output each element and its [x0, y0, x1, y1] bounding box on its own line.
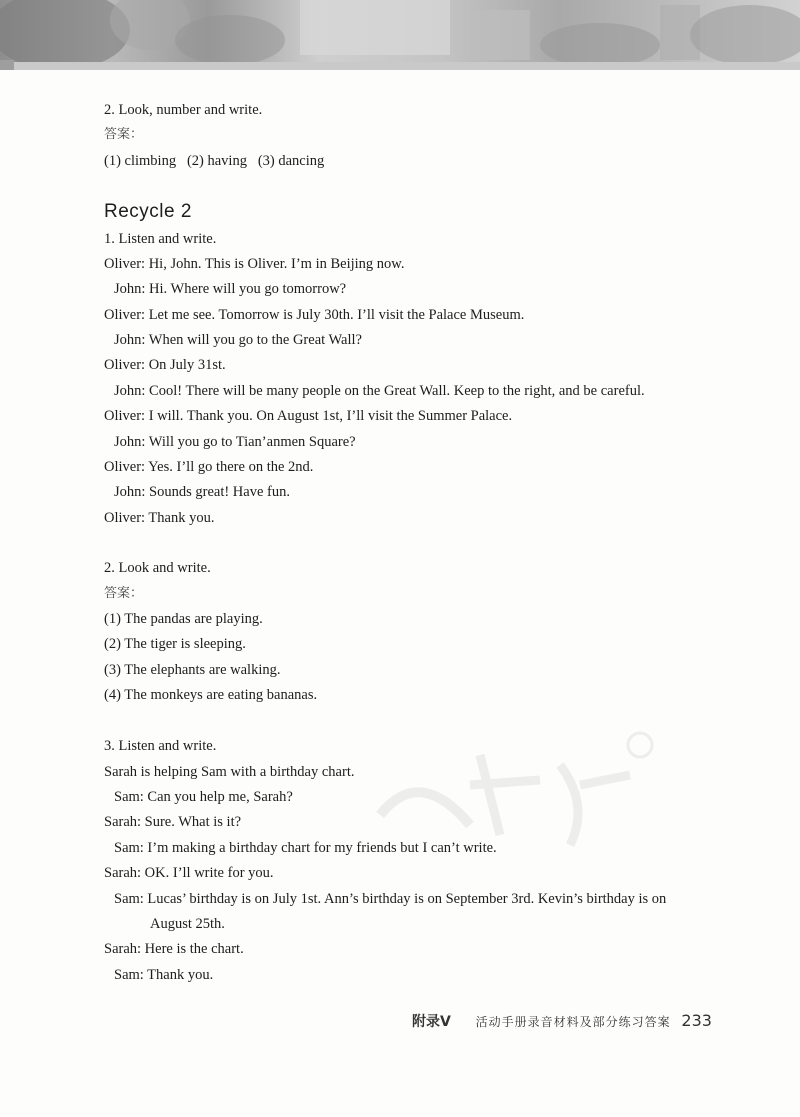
answer-line: (2) The tiger is sleeping. — [104, 636, 246, 652]
dialogue-line: Oliver: Yes. I’ll go there on the 2nd. — [104, 459, 314, 475]
dialogue-line: Oliver: Thank you. — [104, 510, 215, 526]
answer-label: 答案： — [104, 586, 144, 601]
dialogue-line: Oliver: I will. Thank you. On August 1st, I’ll visit the Summer Palace. — [104, 408, 513, 424]
footer-title: 活动手册录音材料及部分练习答案 — [475, 1015, 671, 1029]
exercise-heading: 2. Look, number and write. — [104, 102, 263, 118]
page-footer — [412, 1011, 712, 1031]
section-title: Recycle 2 — [104, 201, 192, 222]
dialogue-line: Sarah is helping Sam with a birthday chart. — [104, 764, 355, 780]
dialogue-line: John: Will you go to Tian’anmen Square? — [114, 434, 356, 450]
dialogue-line: Sam: I’m making a birthday chart for my friends but I can’t write. — [114, 840, 497, 856]
dialogue-line: John: Hi. Where will you go tomorrow? — [114, 281, 347, 297]
exercise-heading: 1. Listen and write. — [104, 231, 217, 247]
exercise-heading: 3. Listen and write. — [104, 738, 217, 754]
answer-line: (1) climbing (2) having (3) dancing — [104, 153, 325, 169]
answer-line: (3) The elephants are walking. — [104, 662, 281, 678]
answer-line: (4) The monkeys are eating bananas. — [104, 687, 318, 703]
dialogue-line: John: Sounds great! Have fun. — [114, 484, 290, 500]
dialogue-line: John: Cool! There will be many people on the Great Wall. Keep to the right, and be careful. — [114, 383, 645, 399]
answer-label: 答案： — [104, 127, 144, 142]
dialogue-line: Oliver: Let me see. Tomorrow is July 30th. I’ll visit the Palace Museum. — [104, 307, 525, 323]
dialogue-line: Sam: Thank you. — [114, 967, 214, 983]
dialogue-line: Sam: Lucas’ birthday is on July 1st. Ann’s birthday is on September 3rd. Kevin’s birthday is on — [114, 891, 667, 907]
dialogue-line: Sam: Can you help me, Sarah? — [114, 789, 293, 805]
exercise-heading: 2. Look and write. — [104, 560, 211, 576]
page-number: 233 — [681, 1011, 712, 1030]
dialogue-line-continued: August 25th. — [150, 916, 225, 932]
answer-line: (1) The pandas are playing. — [104, 611, 263, 627]
dialogue-line: Sarah: Sure. What is it? — [104, 814, 242, 830]
appendix-label: 附录V — [412, 1014, 451, 1030]
dialogue-line: Sarah: Here is the chart. — [104, 941, 244, 957]
dialogue-line: Sarah: OK. I’ll write for you. — [104, 865, 274, 881]
dialogue-line: Oliver: On July 31st. — [104, 357, 226, 373]
dialogue-line: Oliver: Hi, John. This is Oliver. I’m in Beijing now. — [104, 256, 405, 272]
dialogue-line: John: When will you go to the Great Wall? — [114, 332, 362, 348]
